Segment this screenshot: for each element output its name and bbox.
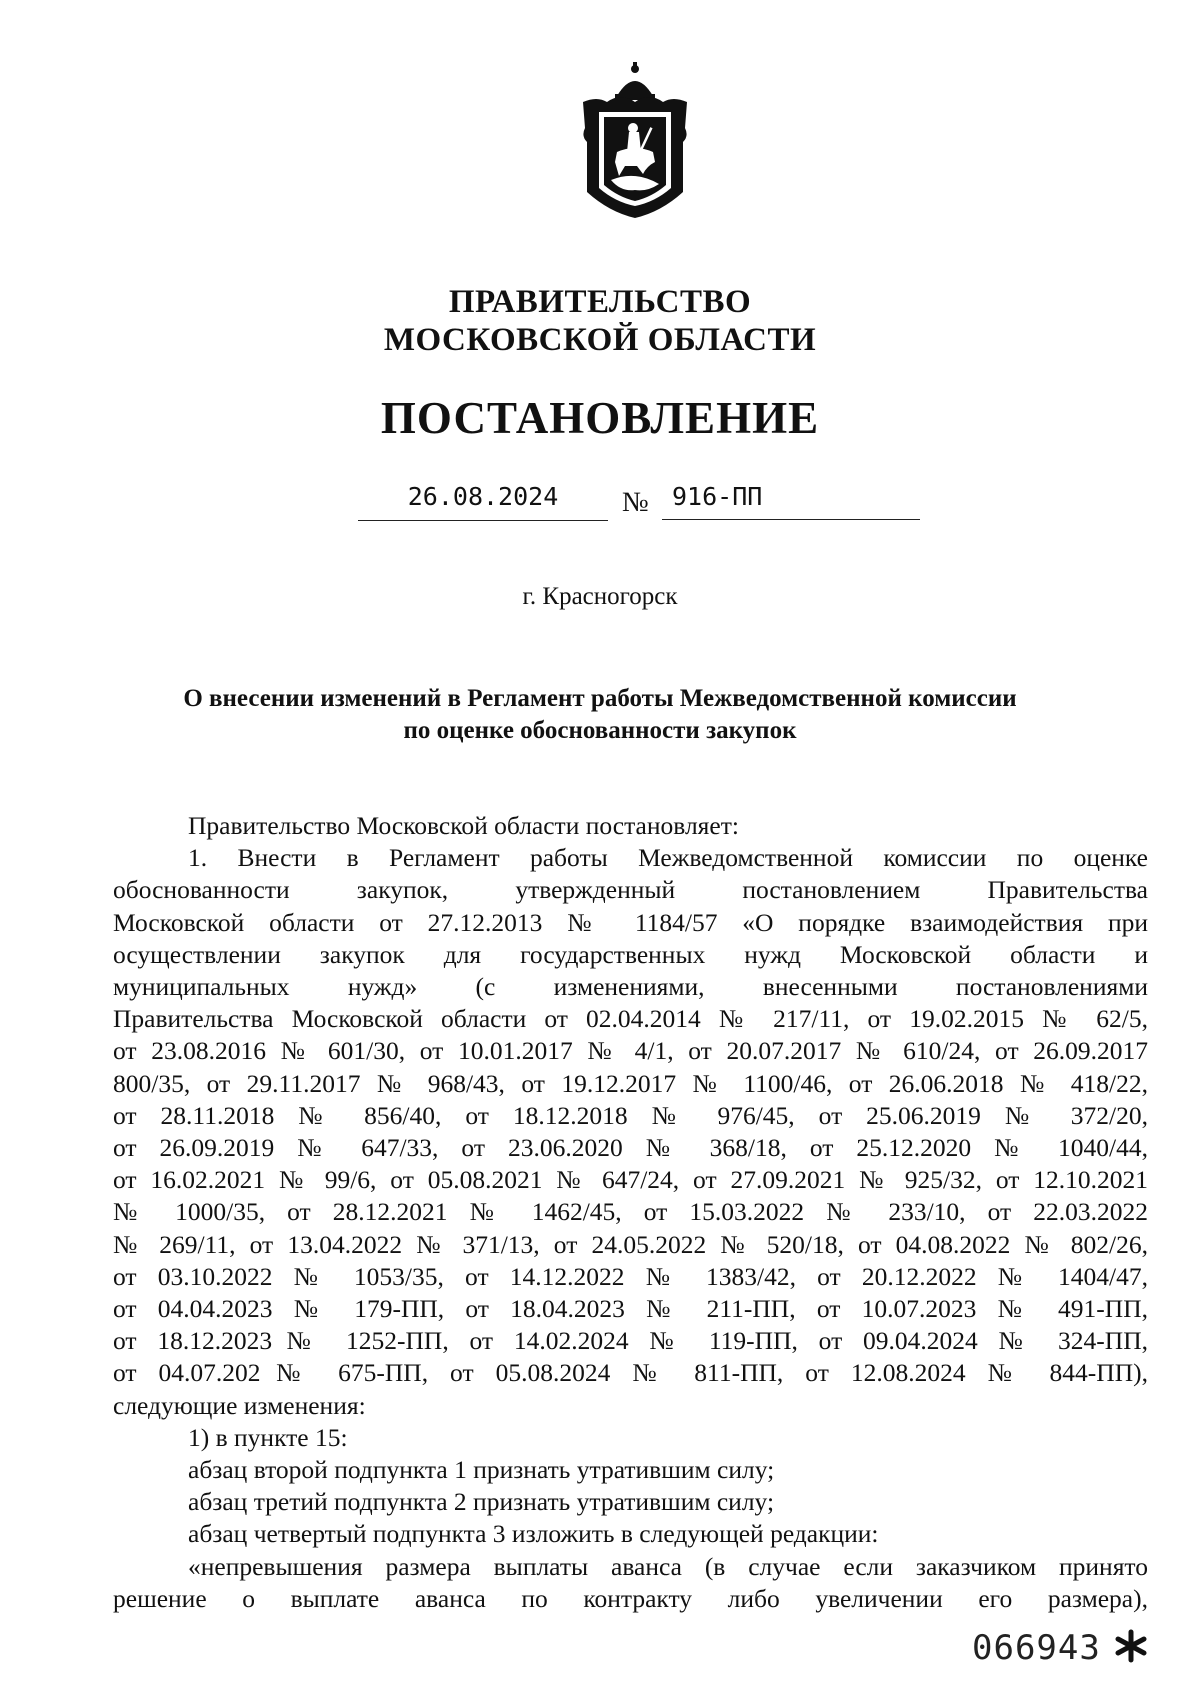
organization-name-line2: МОСКОВСКОЙ ОБЛАСТИ xyxy=(383,322,817,358)
point-1-line: 800/35, от 29.11.2017 № 968/43, от 19.12.2017 № 1100/46, от 26.06.2018 № 418/22, xyxy=(113,1068,1148,1098)
amendment-line: абзац второй подпункта 1 признать утратившим силу; xyxy=(188,1455,775,1485)
amendment-line: абзац четвертый подпункта 3 изложить в следующей редакции: xyxy=(188,1519,879,1549)
point-1 xyxy=(113,842,1148,1422)
document-date-field xyxy=(358,478,608,521)
point-1-line: от 04.04.2023 № 179-ПП, от 18.04.2023 № 211-ПП, от 10.07.2023 № 491-ПП, xyxy=(113,1294,1148,1324)
document-number: 916-ПП xyxy=(672,482,763,511)
document-body xyxy=(113,810,1148,1615)
point-1-line: от 26.09.2019 № 647/33, от 23.06.2020 № 368/18, от 25.12.2020 № 1040/44, xyxy=(113,1133,1148,1163)
point-1-line: Московской области от 27.12.2013 № 1184/57 «О порядке взаимодействия при xyxy=(113,907,1148,937)
point-1-line: муниципальных нужд» (с изменениями, внесенными постановлениями xyxy=(113,972,1148,1002)
point-1-line: от 04.07.202№ 675-ПП, от 05.08.2024 № 811-ПП, от 12.08.2024 № 844-ПП), xyxy=(113,1358,1148,1388)
document-type-heading: ПОСТАНОВЛЕНИЕ xyxy=(380,393,820,443)
document-number-field xyxy=(662,478,920,520)
point-1-line: от 28.11.2018 № 856/40, от 18.12.2018 № 976/45, от 25.06.2019 № 372/20, xyxy=(113,1100,1148,1130)
subpoint-1: 1) в пункте 15: xyxy=(188,1422,348,1452)
document-title-line1: О внесении изменений в Регламент работы Межведомственной комиссии xyxy=(183,685,1017,712)
coat-of-arms-emblem xyxy=(577,62,693,220)
asterisk-icon xyxy=(1113,1628,1149,1664)
preamble: Правительство Московской области постановляет: xyxy=(188,811,739,840)
point-1-line: осуществлении закупок для государственных нужд Московской области и xyxy=(113,939,1148,969)
point-1-line: № 1000/35, от 28.12.2021 № 1462/45, от 15.03.2022 № 233/10, от 22.03.2022 xyxy=(113,1197,1148,1227)
point-1-line: от 16.02.2021 № 99/6, от 05.08.2021 № 647/24, от 27.09.2021 № 925/32, от 12.10.2021 xyxy=(113,1165,1148,1195)
point-1-line: от 18.12.2023№ 1252-ПП, от 14.02.2024 № 119-ПП, от 09.04.2024 № 324-ПП, xyxy=(113,1326,1148,1356)
organization-name-line1: ПРАВИТЕЛЬСТВО xyxy=(448,284,752,320)
amendment-line: абзац третий подпункта 2 признать утратившим силу; xyxy=(188,1487,775,1517)
number-sign: № xyxy=(622,487,649,518)
city-of-issue: г. Красногорск xyxy=(522,583,678,610)
form-serial-number: 066943 xyxy=(972,1628,1101,1668)
point-1-line: обоснованности закупок, утвержденный постановлением Правительства xyxy=(113,875,1148,905)
point-1-line: Правительства Московской области от 02.04.2014 № 217/11, от 19.02.2015 № 62/5, xyxy=(113,1004,1148,1034)
point-1-line: от 03.10.2022 № 1053/35, от 14.12.2022 № 1383/42, от 20.12.2022 № 1404/47, xyxy=(113,1261,1148,1291)
document-title-line2: по оценке обоснованности закупок xyxy=(403,717,797,744)
point-1-line: от 23.08.2016 № 601/30, от 10.01.2017 № 4/1, от 20.07.2017 № 610/24, от 26.09.2017 xyxy=(113,1036,1148,1066)
quoted-text-line: «непревышения размера выплаты аванса (в случае если заказчиком принято xyxy=(188,1551,1148,1581)
point-1-line: следующие изменения: xyxy=(113,1390,366,1420)
quoted-text-line: решение о выплате аванса по контракту либо увеличении его размера), xyxy=(113,1583,1148,1613)
crown-icon xyxy=(615,62,655,100)
document-date: 26.08.2024 xyxy=(407,482,559,511)
point-1-line: 1. Внести в Регламент работы Межведомственной комиссии по оценке xyxy=(188,843,1148,873)
point-1-line: № 269/11, от 13.04.2022 № 371/13, от 24.05.2022 № 520/18, от 04.08.2022 № 802/26, xyxy=(113,1229,1148,1259)
